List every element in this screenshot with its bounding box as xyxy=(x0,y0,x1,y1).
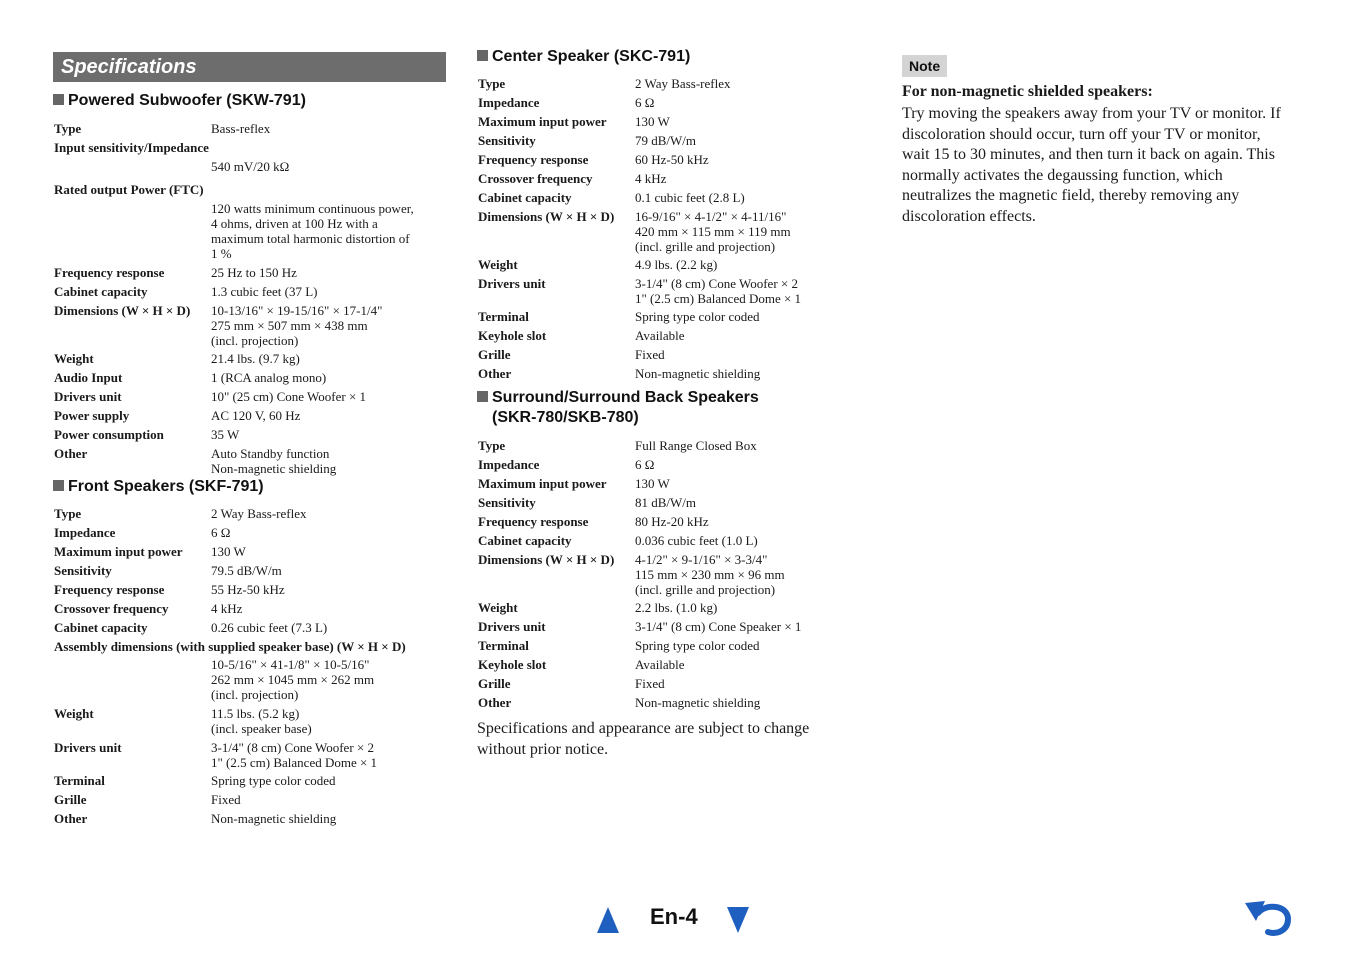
spec-value: Available xyxy=(635,328,685,343)
square-bullet-icon xyxy=(53,480,64,491)
spec-value: 10-13/16" × 19-15/16" × 17-1/4" 275 mm × 507 mm × 438 mm (incl. projection) xyxy=(211,303,383,348)
spec-key: Crossover frequency xyxy=(54,601,169,616)
spec-value: 79.5 dB/W/m xyxy=(211,563,282,578)
spec-key: Frequency response xyxy=(478,152,589,167)
spec-key: Dimensions (W × H × D) xyxy=(54,303,191,318)
spec-key: Cabinet capacity xyxy=(54,284,148,299)
square-bullet-icon xyxy=(477,391,488,402)
spec-value: 3-1/4" (8 cm) Cone Woofer × 2 1" (2.5 cm) Balanced Dome × 1 xyxy=(211,740,378,770)
spec-value: 80 Hz-20 kHz xyxy=(635,514,709,529)
spec-key: Weight xyxy=(54,351,94,366)
spec-key: Crossover frequency xyxy=(478,171,593,186)
spec-key: Other xyxy=(54,446,88,461)
spec-key: Sensitivity xyxy=(478,495,536,510)
spec-value: 2.2 lbs. (1.0 kg) xyxy=(635,600,718,615)
spec-key: Keyhole slot xyxy=(478,657,547,672)
page-number: En-4 xyxy=(650,904,698,929)
spec-key: Type xyxy=(478,438,506,453)
spec-key: Frequency response xyxy=(54,265,165,280)
spec-value: 3-1/4" (8 cm) Cone Woofer × 2 1" (2.5 cm) Balanced Dome × 1 xyxy=(635,276,802,306)
spec-value: 2 Way Bass-reflex xyxy=(211,506,307,521)
spec-value: 1.3 cubic feet (37 L) xyxy=(211,284,318,299)
triangle-down-icon[interactable] xyxy=(727,907,749,933)
return-arrow-icon[interactable] xyxy=(1244,897,1292,937)
spec-value: Available xyxy=(635,657,685,672)
spec-key: Terminal xyxy=(478,309,529,324)
spec-value: 130 W xyxy=(635,476,670,491)
spec-value: 130 W xyxy=(635,114,670,129)
spec-key: Other xyxy=(478,366,512,381)
spec-value: 1 (RCA analog mono) xyxy=(211,370,327,385)
spec-key: Impedance xyxy=(54,525,116,540)
spec-value: 25 Hz to 150 Hz xyxy=(211,265,297,280)
spec-value: Fixed xyxy=(211,792,241,807)
spec-value: Bass-reflex xyxy=(211,121,271,136)
spec-key: Sensitivity xyxy=(478,133,536,148)
spec-key: Input sensitivity/Impedance xyxy=(54,140,209,155)
spec-table-subwoofer xyxy=(54,121,447,476)
spec-key: Audio Input xyxy=(54,370,123,385)
square-bullet-icon xyxy=(477,50,488,61)
spec-value: Non-magnetic shielding xyxy=(635,695,761,710)
note-title: For non-magnetic shielded speakers: xyxy=(902,83,1153,100)
spec-value: 0.1 cubic feet (2.8 L) xyxy=(635,190,745,205)
spec-key: Type xyxy=(54,121,82,136)
spec-key: Other xyxy=(54,811,88,826)
spec-key: Other xyxy=(478,695,512,710)
section-heading-front: Front Speakers (SKF-791) xyxy=(53,477,264,497)
spec-value: 55 Hz-50 kHz xyxy=(211,582,285,597)
spec-key: Impedance xyxy=(478,95,540,110)
spec-key: Type xyxy=(478,76,506,91)
spec-value: Auto Standby function Non-magnetic shielding xyxy=(211,446,337,476)
spec-value: 540 mV/20 kΩ xyxy=(211,159,290,174)
spec-table-front xyxy=(54,506,447,830)
spec-key: Terminal xyxy=(478,638,529,653)
square-bullet-icon xyxy=(53,94,64,105)
spec-key: Rated output Power (FTC) xyxy=(54,182,204,197)
spec-value: Spring type color coded xyxy=(635,309,760,324)
spec-value: 3-1/4" (8 cm) Cone Speaker × 1 xyxy=(635,619,802,634)
spec-value: Full Range Closed Box xyxy=(635,438,757,453)
section-heading-surround: Surround/Surround Back Speakers (SKR-780/SKB-780) xyxy=(477,388,759,428)
spec-value: 6 Ω xyxy=(211,525,231,540)
spec-key: Frequency response xyxy=(478,514,589,529)
spec-value: 4-1/2" × 9-1/16" × 3-3/4" 115 mm × 230 mm × 96 mm (incl. grille and projection) xyxy=(635,552,785,597)
spec-value: Fixed xyxy=(635,676,665,691)
spec-value: 10-5/16" × 41-1/8" × 10-5/16" 262 mm × 1045 mm × 262 mm (incl. projection) xyxy=(211,657,375,702)
spec-value: 60 Hz-50 kHz xyxy=(635,152,709,167)
change-notice: Specifications and appearance are subject to change without prior notice. xyxy=(477,720,810,758)
spec-key: Dimensions (W × H × D) xyxy=(478,552,615,567)
spec-value: Non-magnetic shielding xyxy=(211,811,337,826)
spec-key: Maximum input power xyxy=(54,544,183,559)
triangle-up-icon[interactable] xyxy=(597,907,619,933)
spec-value: 2 Way Bass-reflex xyxy=(635,76,731,91)
spec-value: Spring type color coded xyxy=(211,773,336,788)
spec-key: Keyhole slot xyxy=(478,328,547,343)
spec-key: Maximum input power xyxy=(478,476,607,491)
spec-key: Drivers unit xyxy=(478,276,546,291)
spec-value: 81 dB/W/m xyxy=(635,495,697,510)
spec-key: Dimensions (W × H × D) xyxy=(478,209,615,224)
spec-key: Maximum input power xyxy=(478,114,607,129)
page-title: Specifications xyxy=(53,52,446,82)
spec-key: Cabinet capacity xyxy=(54,620,148,635)
spec-value: 4 kHz xyxy=(211,601,243,616)
section-heading-subwoofer: Powered Subwoofer (SKW-791) xyxy=(53,91,306,111)
spec-key: Power consumption xyxy=(54,427,164,442)
spec-value: Spring type color coded xyxy=(635,638,760,653)
spec-value: 6 Ω xyxy=(635,95,655,110)
spec-value: Non-magnetic shielding xyxy=(635,366,761,381)
spec-value: 79 dB/W/m xyxy=(635,133,697,148)
spec-value: 0.26 cubic feet (7.3 L) xyxy=(211,620,328,635)
spec-key: Drivers unit xyxy=(54,389,122,404)
spec-value: 21.4 lbs. (9.7 kg) xyxy=(211,351,300,366)
spec-value: 10" (25 cm) Cone Woofer × 1 xyxy=(211,389,367,404)
section-heading-center: Center Speaker (SKC-791) xyxy=(477,47,690,67)
spec-key: Frequency response xyxy=(54,582,165,597)
spec-table-center xyxy=(478,76,838,385)
spec-key: Impedance xyxy=(478,457,540,472)
spec-key: Terminal xyxy=(54,773,105,788)
spec-key: Drivers unit xyxy=(54,740,122,755)
spec-value: Fixed xyxy=(635,347,665,362)
spec-value: 4 kHz xyxy=(635,171,667,186)
note-badge: Note xyxy=(902,55,947,77)
spec-value: 16-9/16" × 4-1/2" × 4-11/16" 420 mm × 115 mm × 119 mm (incl. grille and projection) xyxy=(635,209,791,254)
note-body: Try moving the speakers away from your TV or monitor. If discoloration should occur, turn off your TV or monitor, wait 15 to 30 minutes, and then turn it back on again. This normally activates the degaussing function, which neutralizes the magnetic field, thereby removing any discoloration effects. xyxy=(902,105,1281,225)
spec-key: Cabinet capacity xyxy=(478,190,572,205)
spec-key: Power supply xyxy=(54,408,130,423)
spec-key: Grille xyxy=(54,792,87,807)
spec-key: Weight xyxy=(478,257,518,272)
spec-key: Sensitivity xyxy=(54,563,112,578)
spec-value: 11.5 lbs. (5.2 kg) (incl. speaker base) xyxy=(211,706,312,736)
spec-table-surround xyxy=(478,438,838,714)
spec-value: 0.036 cubic feet (1.0 L) xyxy=(635,533,758,548)
spec-key: Weight xyxy=(478,600,518,615)
spec-key: Assembly dimensions (with supplied speaker base) (W × H × D) xyxy=(54,639,406,654)
spec-key: Weight xyxy=(54,706,94,721)
spec-key: Drivers unit xyxy=(478,619,546,634)
spec-key: Type xyxy=(54,506,82,521)
spec-value: 6 Ω xyxy=(635,457,655,472)
spec-value: AC 120 V, 60 Hz xyxy=(211,408,301,423)
spec-value: 35 W xyxy=(211,427,240,442)
spec-key: Grille xyxy=(478,676,511,691)
spec-value: 120 watts minimum continuous power, 4 ohms, driven at 100 Hz with a maximum total harmonic distortion of 1 % xyxy=(211,201,414,261)
spec-value: 130 W xyxy=(211,544,246,559)
spec-value: 4.9 lbs. (2.2 kg) xyxy=(635,257,718,272)
spec-key: Cabinet capacity xyxy=(478,533,572,548)
spec-key: Grille xyxy=(478,347,511,362)
